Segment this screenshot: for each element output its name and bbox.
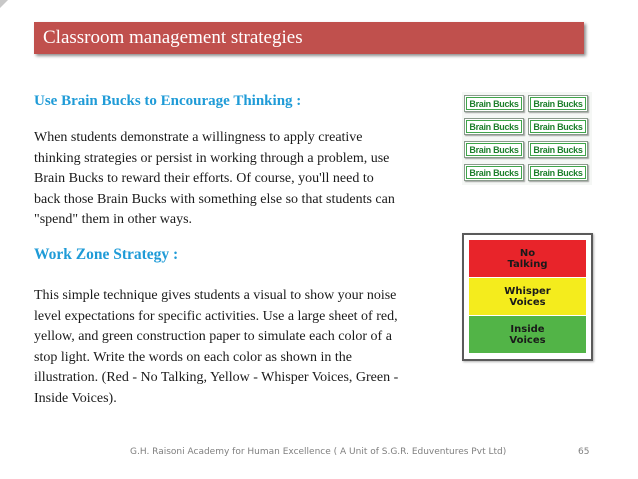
footer-text: G.H. Raisoni Academy for Human Excellence ( A Unit of S.G.R. Eduventures Pvt Ltd) — [130, 447, 507, 457]
brain-buck-card — [464, 164, 524, 181]
brain-buck-label: Brain Bucks — [466, 166, 522, 179]
brain-buck-card — [464, 95, 524, 112]
paragraph-line: When students demonstrate a willingness to apply creative — [34, 130, 363, 145]
corner-mark — [0, 0, 8, 8]
paragraph-line: illustration. (Red - No Talking, Yellow - Whisper Voices, Green - — [34, 370, 399, 385]
zone-red — [469, 240, 586, 277]
stoplight-image — [462, 233, 593, 361]
paragraph-line: Brain Bucks to reward their efforts. Of course, you'll need to — [34, 171, 374, 186]
zone-label-line: Voices — [509, 296, 546, 308]
zone-label-line: Voices — [509, 334, 546, 346]
brain-buck-card — [528, 118, 588, 135]
brain-bucks-heading: Use Brain Bucks to Encourage Thinking : — [34, 93, 302, 109]
brain-buck-label: Brain Bucks — [530, 166, 586, 179]
paragraph-line: thinking strategies or persist in working through a problem, use — [34, 150, 390, 166]
brain-buck-label: Brain Bucks — [466, 97, 522, 110]
paragraph-line: stop light. Write the words on each color as shown in the — [34, 349, 353, 365]
brain-buck-card — [464, 118, 524, 135]
paragraph-line: "spend" them in other ways. — [34, 212, 193, 227]
brain-bucks-paragraph — [34, 128, 454, 231]
zone-label-line: No — [519, 247, 536, 259]
paragraph-line: This simple technique gives students a visual to show your noise — [34, 288, 397, 303]
brain-buck-card — [528, 141, 588, 158]
zone-label-line: Whisper — [504, 285, 551, 297]
title-bar — [34, 22, 584, 54]
brain-buck-card — [528, 164, 588, 181]
brain-bucks-image — [462, 92, 592, 185]
brain-buck-card — [528, 95, 588, 112]
brain-buck-card — [464, 141, 524, 158]
slide-title: Classroom management strategies — [43, 27, 303, 48]
zone-label-line: Inside — [510, 323, 545, 335]
zone-label-line: Talking — [507, 258, 548, 270]
paragraph-line: yellow, and green construction paper to simulate each color of a — [34, 329, 392, 344]
zone-yellow — [469, 278, 586, 315]
brain-buck-label: Brain Bucks — [530, 97, 586, 110]
work-zone-heading: Work Zone Strategy : — [34, 246, 179, 263]
brain-buck-label: Brain Bucks — [530, 143, 586, 156]
paragraph-line: back those Brain Bucks with something else so that students can — [34, 191, 395, 207]
page-number: 65 — [578, 447, 590, 457]
paragraph-line: level expectations for specific activities. Use a large sheet of red, — [34, 308, 398, 324]
brain-buck-label: Brain Bucks — [530, 120, 586, 133]
brain-buck-label: Brain Bucks — [466, 120, 522, 133]
work-zone-paragraph — [34, 286, 454, 409]
zone-green — [469, 316, 586, 353]
brain-buck-label: Brain Bucks — [466, 143, 522, 156]
paragraph-line: Inside Voices). — [34, 390, 117, 406]
